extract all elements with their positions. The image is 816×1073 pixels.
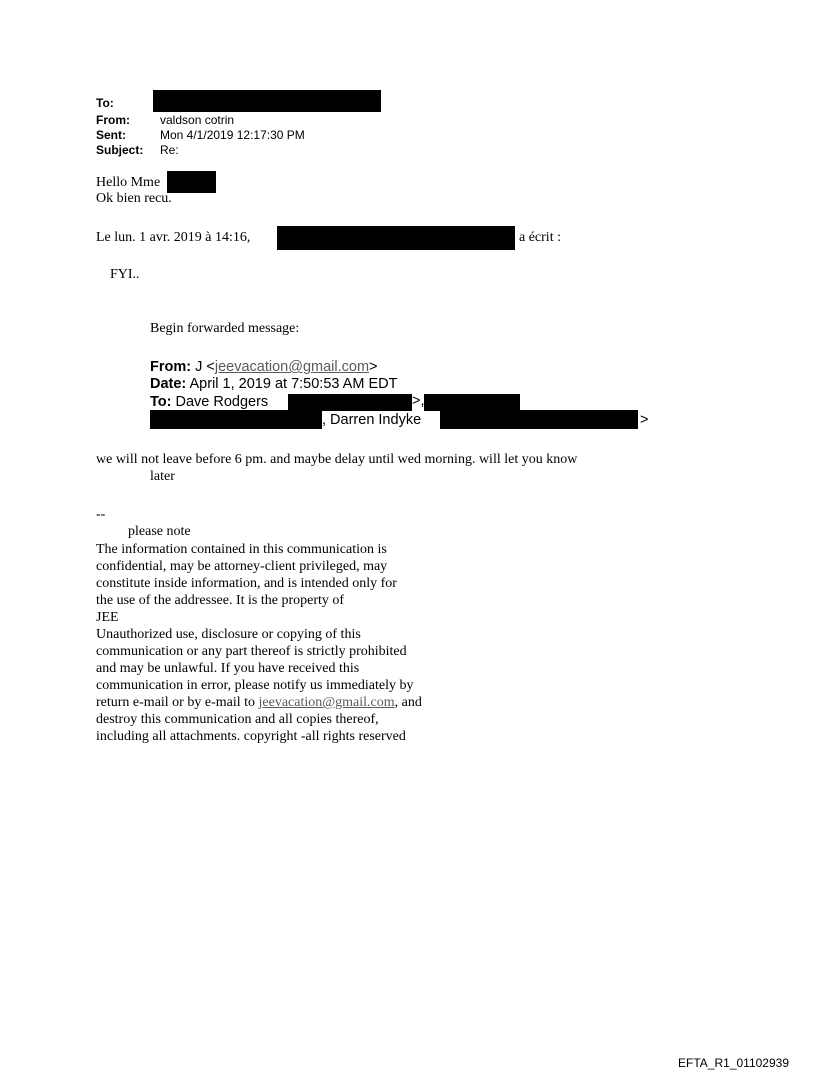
forwarded-to	[150, 394, 268, 410]
forwarded-close: >	[640, 412, 649, 428]
document-id: EFTA_R1_01102939	[678, 1056, 789, 1070]
disclaimer-line: communication or any part thereof is strictly prohibited	[96, 644, 407, 659]
forwarded-to-sep: >,	[412, 393, 425, 409]
redaction-to-email-1	[288, 394, 412, 411]
to-label: To:	[96, 96, 114, 110]
subject-label: Subject:	[96, 143, 144, 157]
forwarded-from-close: >	[369, 359, 378, 375]
disclaimer-line: Unauthorized use, disclosure or copying of this	[96, 627, 361, 642]
message-line-1: we will not leave before 6 pm. and maybe delay until wed morning. will let you know	[96, 452, 578, 467]
begin-forwarded: Begin forwarded message:	[150, 321, 300, 336]
forwarded-darren: , Darren Indyke	[322, 412, 422, 428]
forwarded-to-value: Dave Rodgers	[175, 394, 269, 410]
disclaimer-email-link[interactable]: jeevacation@gmail.com	[258, 695, 395, 710]
redaction-to	[153, 90, 381, 112]
disclaimer-line: the use of the addressee. It is the property of	[96, 593, 345, 608]
disclaimer-line: including all attachments. copyright -all rights reserved	[96, 729, 406, 744]
forwarded-from	[150, 359, 378, 375]
forwarded-from-label: From:	[150, 359, 192, 375]
redaction-to-email-3	[150, 410, 322, 429]
forwarded-from-name: J <	[195, 359, 215, 375]
signature-dashes: --	[96, 507, 106, 522]
disclaimer-line: The information contained in this communication is	[96, 542, 387, 557]
from-label: From:	[96, 113, 130, 127]
message-line-2: later	[150, 469, 175, 484]
disclaimer-line: JEE	[96, 610, 119, 625]
forwarded-date-label: Date:	[150, 376, 187, 392]
subject-value: Re:	[160, 143, 179, 157]
redaction-quote-sender	[277, 226, 515, 250]
quote-intro-end: a écrit :	[519, 230, 561, 245]
disclaimer-email-prefix: return e-mail or by e-mail to	[96, 695, 259, 710]
from-value: valdson cotrin	[160, 113, 235, 127]
disclaimer-line: communication in error, please notify us immediately by	[96, 678, 414, 693]
disclaimer-line: confidential, may be attorney-client privileged, may	[96, 559, 388, 574]
redaction-to-email-2	[424, 394, 520, 411]
quote-intro: Le lun. 1 avr. 2019 à 14:16,	[96, 230, 251, 245]
disclaimer-line: constitute inside information, and is intended only for	[96, 576, 397, 591]
redaction-to-email-4	[440, 410, 638, 429]
forwarded-to-label: To:	[150, 394, 172, 410]
forwarded-date-value: April 1, 2019 at 7:50:53 AM EDT	[189, 376, 398, 392]
sent-label: Sent:	[96, 128, 126, 142]
fyi-text: FYI..	[110, 267, 140, 282]
sent-value: Mon 4/1/2019 12:17:30 PM	[160, 128, 305, 142]
disclaimer-line: and may be unlawful. If you have received this	[96, 661, 360, 676]
disclaimer-line: destroy this communication and all copies thereof,	[96, 712, 379, 727]
signature-note: please note	[128, 524, 191, 539]
forwarded-from-email-link[interactable]: jeevacation@gmail.com	[214, 359, 370, 375]
disclaimer-email-line	[96, 695, 422, 711]
ack-line: Ok bien recu.	[96, 191, 172, 206]
disclaimer-email-suffix: , and	[394, 695, 422, 710]
greeting: Hello Mme	[96, 175, 161, 190]
forwarded-date	[150, 376, 397, 392]
redaction-greeting-name	[167, 171, 216, 193]
